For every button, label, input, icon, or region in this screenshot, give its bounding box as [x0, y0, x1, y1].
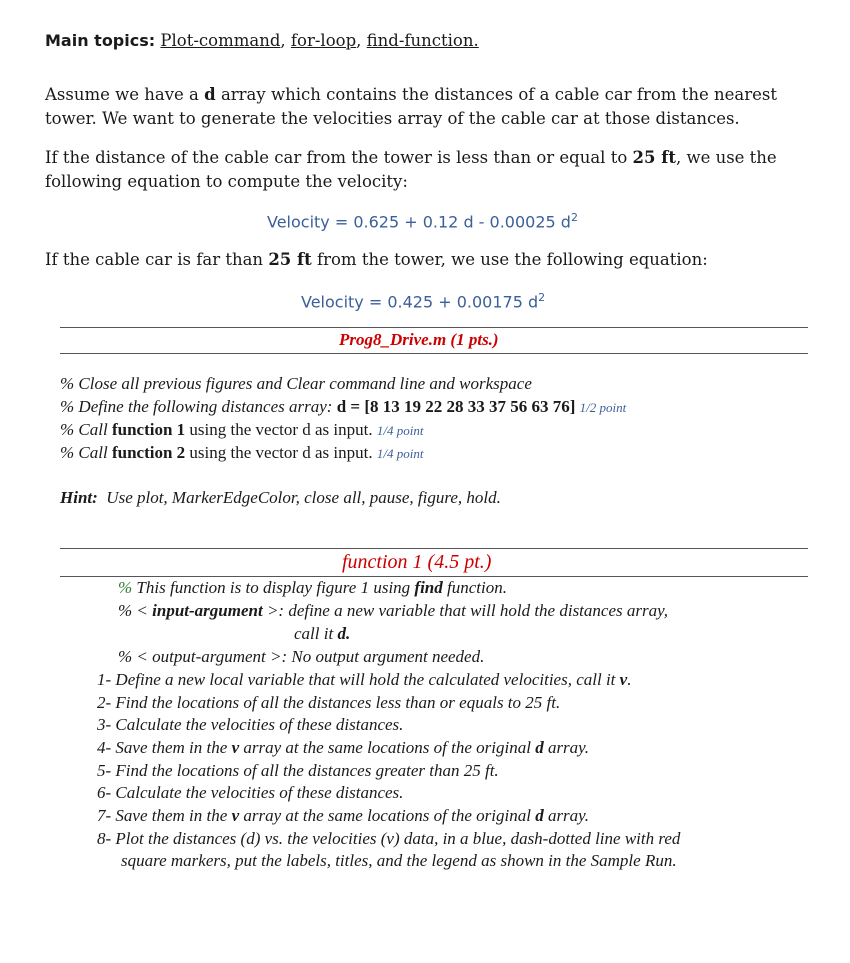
topic-for-loop: for-loop	[290, 31, 357, 50]
func1-comment-2: % < input-argument >: define a new variable that will hold the distances array,	[118, 601, 668, 620]
drive-line-1: % Close all previous figures and Clear command line and workspace	[60, 374, 532, 393]
func1-rule-bottom	[60, 576, 808, 577]
step-8-cont: square markers, put the labels, titles, and the legend as shown in the Sample Run.	[121, 851, 677, 870]
intro-line-2: tower. We want to generate the velocities array of the cable car at those distances.	[45, 109, 740, 128]
topic-find-function: find-function.	[366, 31, 479, 50]
drive-rule-bottom	[60, 353, 808, 354]
step-1: 1- Define a new local variable that will hold the calculated velocities, call it v.	[97, 670, 632, 689]
hint-line: Hint: Use plot, MarkerEdgeColor, close all, pause, figure, hold.	[60, 488, 501, 507]
step-2: 2- Find the locations of all the distances less than or equals to 25 ft.	[97, 693, 561, 712]
func1-heading: function 1 (4.5 pt.)	[342, 551, 492, 573]
topic-plot-command: Plot-command	[160, 31, 281, 50]
func1-comment-1: % This function is to display figure 1 using find function.	[118, 578, 507, 597]
drive-heading: Prog8_Drive.m (1 pts.)	[339, 330, 499, 349]
drive-line-4: % Call function 2 using the vector d as input. 1/4 point	[60, 443, 424, 462]
velocity-equation-2: Velocity = 0.425 + 0.00175 $d^2$	[301, 291, 546, 312]
drive-rule-top	[60, 327, 808, 328]
main-topics-label: Main topics:	[45, 31, 156, 50]
intro-line-1: Assume we have a d array which contains the distances of a cable car from the nearest	[45, 85, 777, 104]
func1-rule-top	[60, 548, 808, 549]
condition-1-line-1: If the distance of the cable car from the tower is less than or equal to 25 ft, we use the	[45, 148, 777, 167]
condition-2-line: If the cable car is far than 25 ft from the tower, we use the following equation:	[45, 250, 708, 269]
points-quarter-2: 1/4 point	[376, 446, 424, 461]
points-half: 1/2 point	[579, 400, 627, 415]
main-topics-line: Main topics: Plot-command, for-loop, find-function.	[45, 31, 479, 50]
func1-comment-3: % < output-argument >: No output argument needed.	[118, 647, 485, 666]
step-3: 3- Calculate the velocities of these distances.	[97, 715, 404, 734]
step-4: 4- Save them in the v array at the same locations of the original d array.	[97, 738, 590, 757]
func1-comment-2-cont: call it d.	[294, 624, 351, 643]
step-6: 6- Calculate the velocities of these distances.	[97, 783, 404, 802]
step-5: 5- Find the locations of all the distances greater than 25 ft.	[97, 761, 499, 780]
points-quarter-1: 1/4 point	[376, 423, 424, 438]
condition-1-line-2: following equation to compute the velocity:	[45, 172, 408, 191]
velocity-equation-1: Velocity = 0.625 + 0.12 d - 0.00025 $d^2$	[267, 211, 578, 232]
step-8: 8- Plot the distances (d) vs. the velocities (v) data, in a blue, dash-dotted line with red	[97, 829, 681, 848]
drive-line-3: % Call function 1 using the vector d as input. 1/4 point	[60, 420, 424, 439]
step-7: 7- Save them in the v array at the same locations of the original d array.	[97, 806, 590, 825]
drive-line-2: % Define the following distances array: d = [8 13 19 22 28 33 37 56 63 76] 1/2 point	[60, 397, 627, 416]
